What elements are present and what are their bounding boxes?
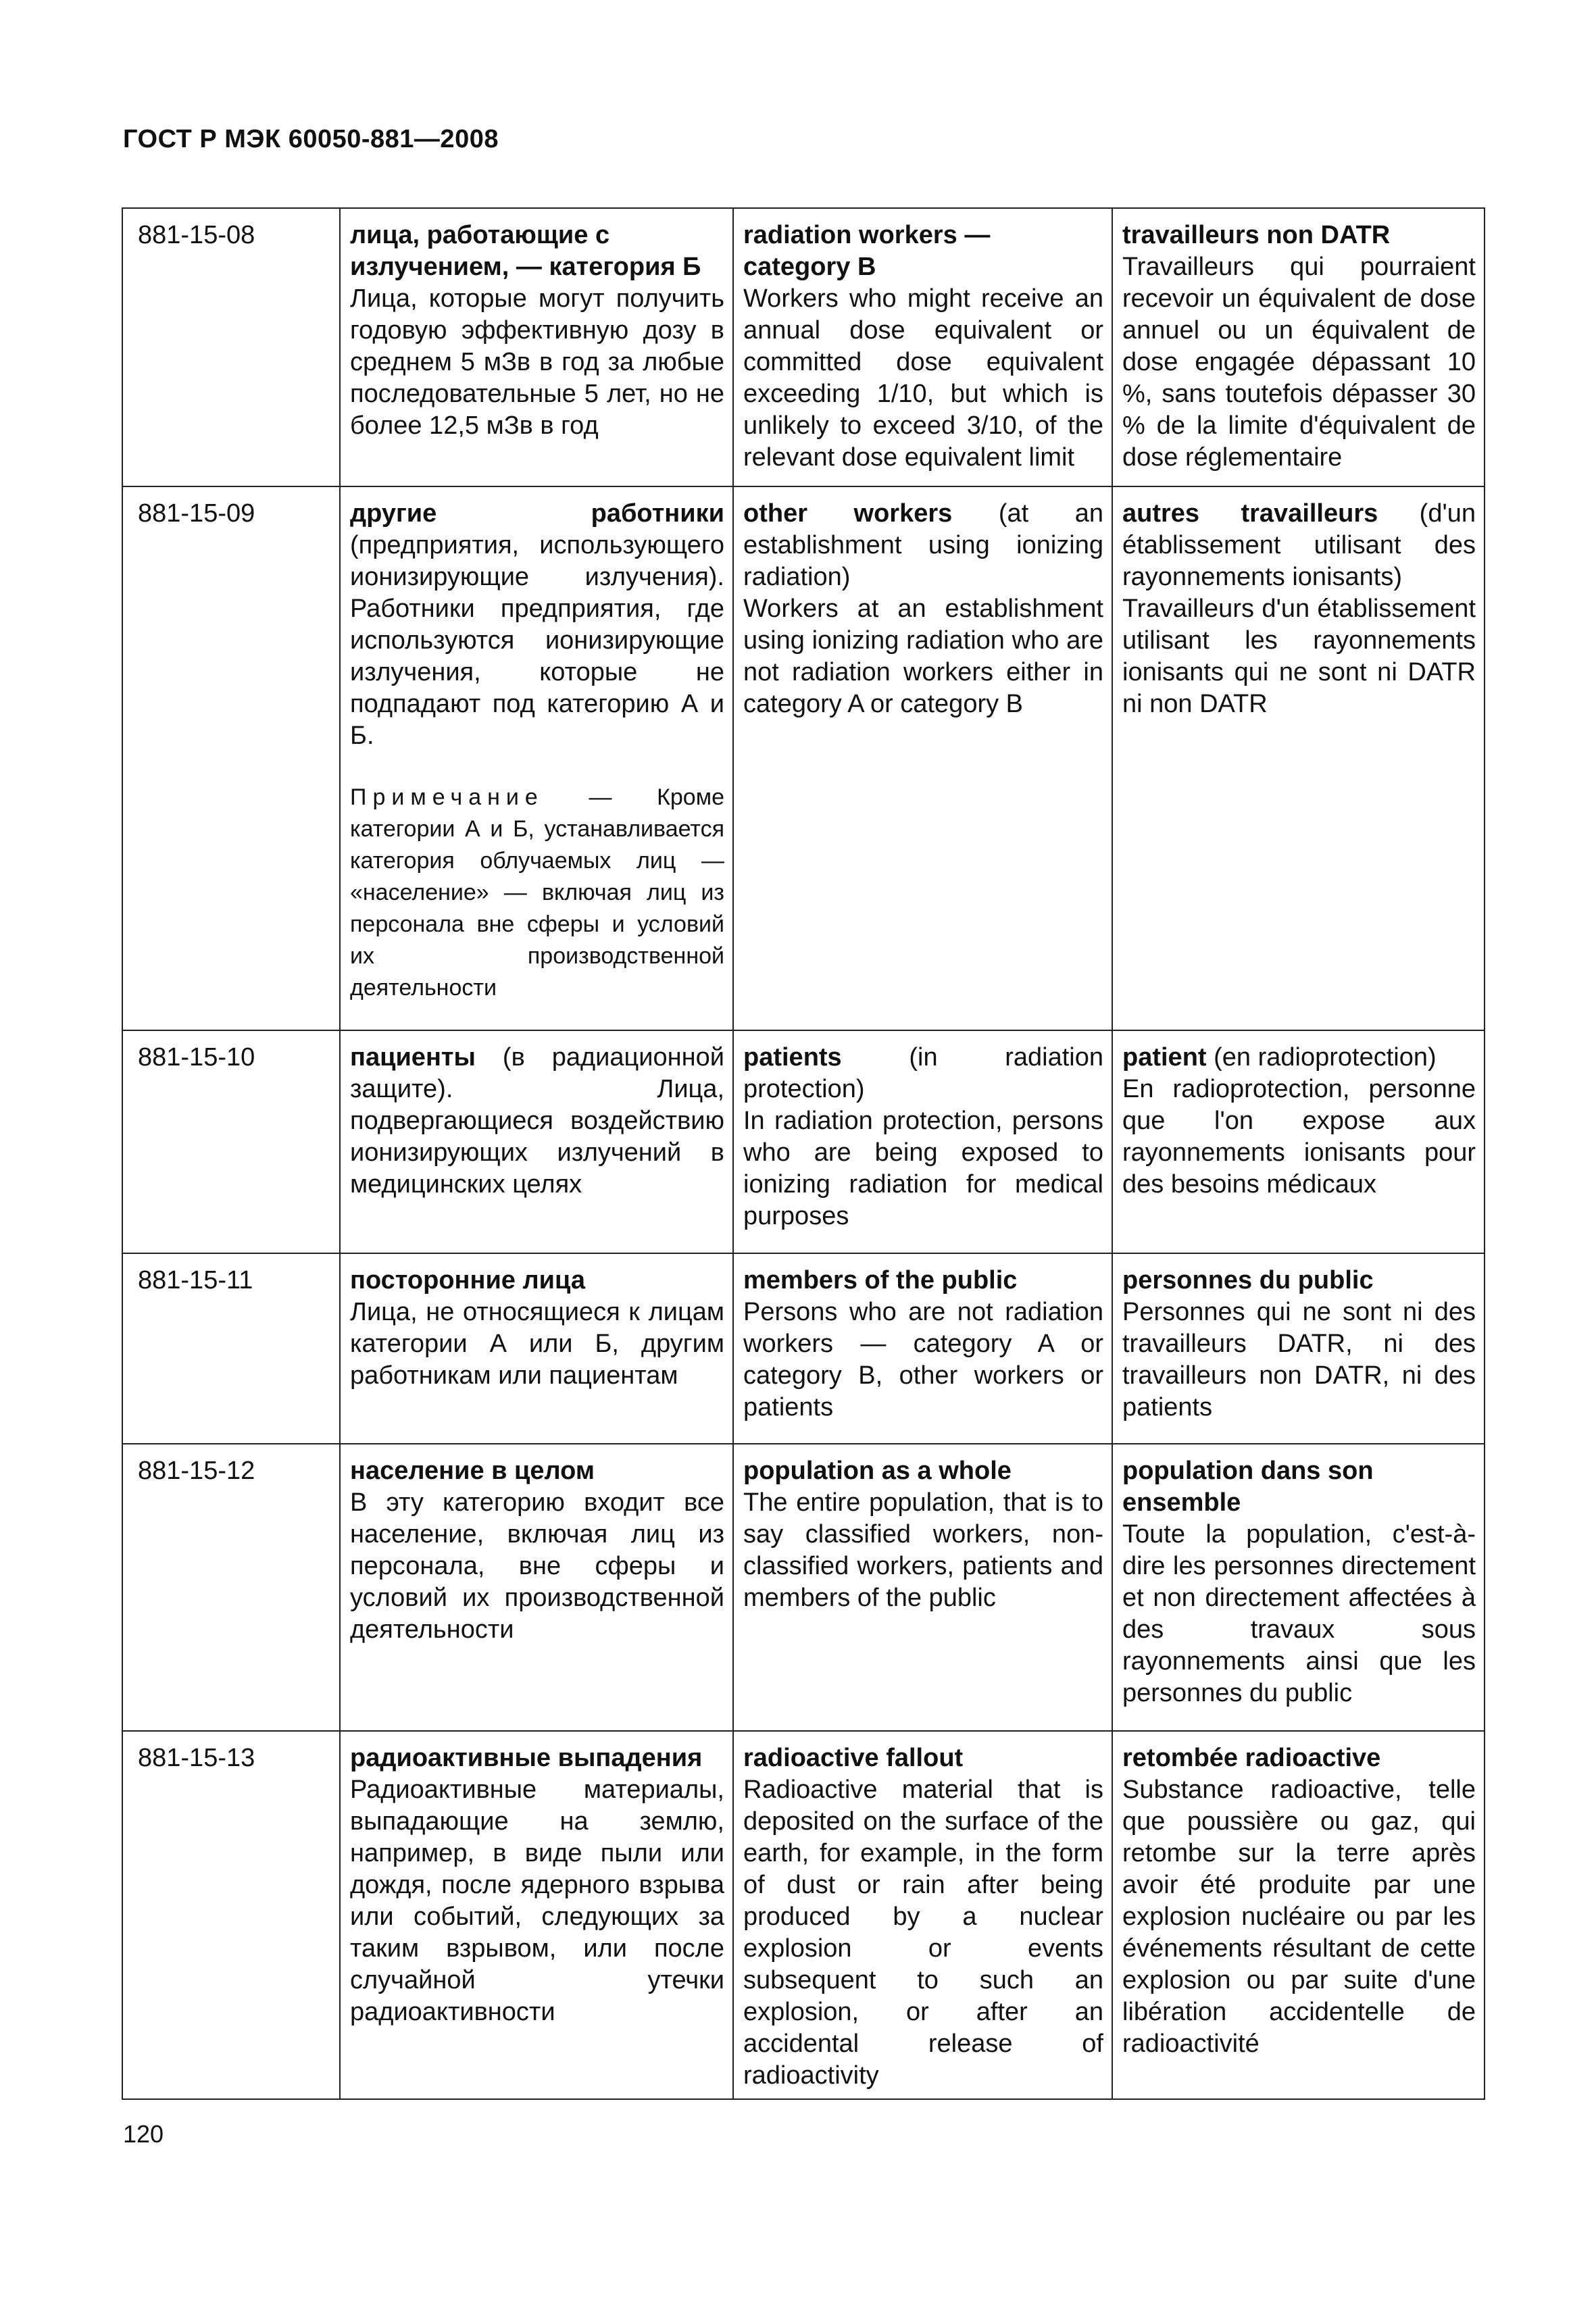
table-row xyxy=(122,1731,1485,2099)
russian-term: радиоактивные выпадения xyxy=(350,1744,703,1772)
english-qualifier: (in radiation protection) xyxy=(743,1043,1103,1103)
french-entry-text xyxy=(1122,498,1476,593)
russian-cell xyxy=(340,1030,733,1253)
french-definition: Substance radioactive, telle que poussière ou gaz, qui retombe sur la terre après avoir été produite par une explosion nucléaire ou par les événements résultant de cette explosion ou par suite d'une libération accidentelle de radioactivité xyxy=(1122,1776,1476,2058)
french-term: travailleurs non DATR xyxy=(1122,221,1391,249)
russian-definition: Лица, не относящиеся к лицам категории А или Б, другим работникам или пациентам xyxy=(350,1298,724,1390)
russian-note xyxy=(350,782,724,1004)
english-cell xyxy=(733,1444,1112,1731)
table-row xyxy=(122,208,1485,486)
russian-definition: Работники предприятия, где используются ионизирующие излучения, которые не подпадают под категорию А и Б. xyxy=(350,595,724,750)
english-definition: Radioactive material that is deposited on the surface of the earth, for example, in the form of dust or rain after being produced by a nuclear explosion or events subsequent to such an explosion, or after an accidental release of radioactivity xyxy=(743,1776,1103,2090)
entry-number: 881-15-09 xyxy=(122,486,340,1030)
english-term: population as a whole xyxy=(743,1457,1012,1485)
french-definition: Personnes qui ne sont ni des travailleurs DATR, ni des travailleurs non DATR, ni des patients xyxy=(1122,1298,1476,1422)
english-cell xyxy=(733,1030,1112,1253)
french-term: patient xyxy=(1122,1043,1207,1072)
table-row xyxy=(122,486,1485,1030)
russian-term: другие работники xyxy=(350,499,724,528)
french-cell xyxy=(1112,1253,1485,1444)
english-qualifier: (at an establishment using ionizing radiation) xyxy=(743,499,1103,591)
note-text: — Кроме категории А и Б, устанавливается категория облучаемых лиц — «население» — включая лиц из персонала вне сферы и условий их производственной деятельности xyxy=(350,784,724,1001)
english-definition: In radiation protection, persons who are being exposed to ionizing radiation for medical purposes xyxy=(743,1107,1103,1230)
english-definition: The entire population, that is to say classified workers, non-classified workers, patients and members of the public xyxy=(743,1488,1103,1612)
russian-cell xyxy=(340,1731,733,2099)
russian-cell xyxy=(340,208,733,486)
russian-definition: Радиоактивные материалы, выпадающие на землю, например, в виде пыли или дождя, после ядерного взрыва или событий, следующих за таким взрывом, или после случайной утечки радиоактивности xyxy=(350,1776,724,2026)
russian-definition: Лица, которые могут получить годовую эффективную дозу в среднем 5 мЗв в год за любые последовательные 5 лет, но не более 12,5 мЗв в год xyxy=(350,284,724,440)
entry-number: 881-15-11 xyxy=(122,1253,340,1444)
russian-term: посторонние лица xyxy=(350,1266,585,1294)
entry-number: 881-15-08 xyxy=(122,208,340,486)
french-term: autres travailleurs xyxy=(1122,499,1378,528)
french-cell xyxy=(1112,1030,1485,1253)
english-cell xyxy=(733,208,1112,486)
english-term: patients xyxy=(743,1043,842,1072)
english-cell xyxy=(733,1731,1112,2099)
russian-qualifier: (в радиационной защите). xyxy=(350,1043,724,1103)
page-number: 120 xyxy=(123,2120,164,2148)
english-cell xyxy=(733,1253,1112,1444)
russian-entry-text xyxy=(350,498,724,752)
english-term: radioactive fallout xyxy=(743,1744,964,1772)
french-qualifier: (d'un établissement utilisant des rayonnements ionisants) xyxy=(1122,499,1476,591)
english-cell xyxy=(733,486,1112,1030)
english-term: other workers xyxy=(743,499,953,528)
french-cell xyxy=(1112,1444,1485,1731)
french-definition: Travailleurs qui pourraient recevoir un équivalent de dose annuel ou un équivalent de dose engagée dépassant 10 %, sans toutefois dépasser 30 % de la limite d'équivalent de dose réglementaire xyxy=(1122,253,1476,472)
english-definition: Workers at an establishment using ionizing radiation who are not radiation workers either in category A or category B xyxy=(743,595,1103,718)
entry-number: 881-15-13 xyxy=(122,1731,340,2099)
french-entry-text xyxy=(1122,1042,1476,1074)
french-qualifier: (en radioprotection) xyxy=(1206,1043,1437,1072)
table-row xyxy=(122,1444,1485,1731)
entry-number: 881-15-10 xyxy=(122,1030,340,1253)
note-label: Примечание xyxy=(350,784,544,810)
french-cell xyxy=(1112,486,1485,1030)
russian-qualifier: (предприятия, использующего ионизирующие излучения). xyxy=(350,531,724,591)
table-row xyxy=(122,1253,1485,1444)
french-definition: Toute la population, c'est-à-dire les personnes directement et non directement affectées à des travaux sous rayonnements ainsi que les personnes du public xyxy=(1122,1520,1476,1707)
table-row xyxy=(122,1030,1485,1253)
french-term: population dans son ensemble xyxy=(1122,1457,1374,1517)
russian-term: лица, работающие с излучением, — категория Б xyxy=(350,221,701,281)
russian-cell xyxy=(340,1253,733,1444)
russian-cell xyxy=(340,1444,733,1731)
french-term: retombée radioactive xyxy=(1122,1744,1381,1772)
english-entry-text xyxy=(743,498,1103,593)
terminology-table xyxy=(122,207,1485,2100)
russian-term: пациенты xyxy=(350,1043,476,1072)
english-term: radiation workers — category B xyxy=(743,221,991,281)
french-definition: En radioprotection, personne que l'on expose aux rayonnements ionisants pour des besoins médicaux xyxy=(1122,1075,1476,1199)
english-entry-text xyxy=(743,1042,1103,1105)
russian-definition: В эту категорию входит все население, включая лиц из персонала, вне сферы и условий их производственной деятельности xyxy=(350,1488,724,1644)
russian-cell xyxy=(340,486,733,1030)
french-term: personnes du public xyxy=(1122,1266,1374,1294)
french-cell xyxy=(1112,1731,1485,2099)
entry-number: 881-15-12 xyxy=(122,1444,340,1731)
document-header: ГОСТ Р МЭК 60050-881—2008 xyxy=(123,125,499,153)
russian-term: население в целом xyxy=(350,1457,595,1485)
english-term: members of the public xyxy=(743,1266,1018,1294)
russian-entry-text xyxy=(350,1042,724,1201)
english-definition: Workers who might receive an annual dose equivalent or committed dose equivalent exceeding 1/10, but which is unlikely to exceed 3/10, of the relevant dose equivalent limit xyxy=(743,284,1103,472)
english-definition: Persons who are not radiation workers — category A or category B, other workers or patients xyxy=(743,1298,1103,1422)
french-cell xyxy=(1112,208,1485,486)
french-definition: Travailleurs d'un établissement utilisant les rayonnements ionisants qui ne sont ni DATR ni non DATR xyxy=(1122,595,1476,718)
russian-definition: Лица, подвергающиеся воздействию ионизирующих излучений в медицинских целях xyxy=(350,1075,724,1199)
